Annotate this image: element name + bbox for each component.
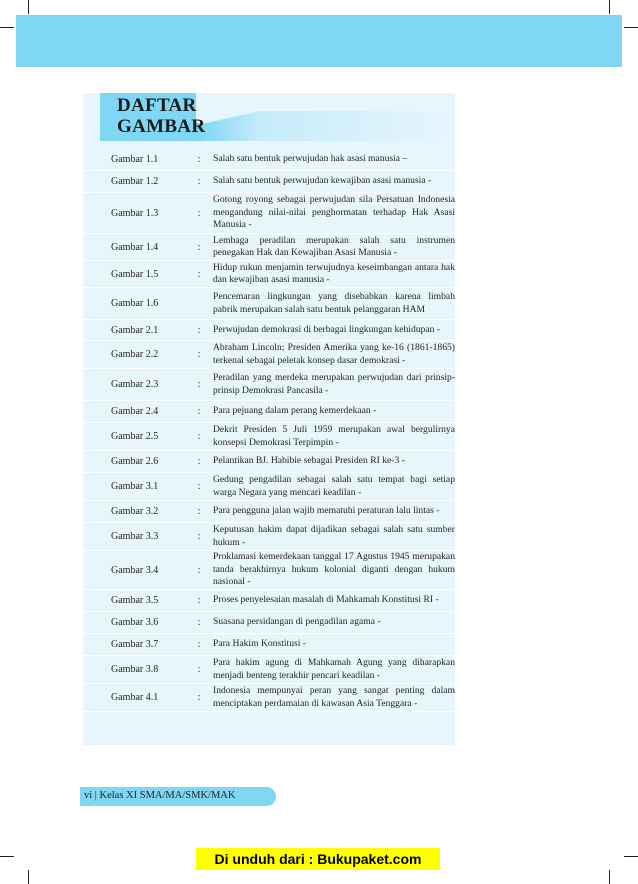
list-item: [83, 288, 455, 320]
separator-colon: :: [197, 379, 201, 390]
crop-mark: [609, 870, 610, 884]
separator-colon: :: [197, 456, 201, 467]
page-footer: vi | Kelas XI SMA/MA/SMK/MAK: [84, 790, 236, 801]
figure-caption: Para Hakim Konstitusi -: [213, 638, 306, 650]
list-item: [83, 684, 455, 712]
list-item: [83, 193, 455, 234]
page-title: [117, 95, 205, 137]
separator-colon: :: [197, 664, 201, 675]
separator-colon: :: [197, 531, 201, 542]
figure-caption: Para pengguna jalan wajib mematuhi peraturan lalu lintas -: [213, 505, 440, 517]
figure-caption: Gedung pengadilan sebagai salah satu tempat bagi setiap warga Negara yang mencari keadilan -: [213, 474, 455, 498]
figure-caption: Salah satu bentuk perwujudan hak asasi manusia –: [213, 153, 408, 165]
list-item: [83, 451, 455, 473]
figure-number: Gambar 2.6: [111, 456, 159, 467]
figure-caption: Peradilan yang merdeka merupakan perwujudan dari prinsip-prinsip Demokrasi Pancasila -: [213, 372, 455, 396]
figure-caption: Gotong royong sebagai perwujudan sila Persatuan Indonesia mengandung nilai-nilai penghormatan terhadap Hak Asasi Manusia -: [213, 194, 455, 231]
figure-caption: Abraham Lincoln; Presiden Amerika yang ke-16 (1861-1865) terkenal sebagai peletak konsep dasar demokrasi -: [213, 342, 455, 366]
figure-number: Gambar 2.5: [111, 431, 159, 442]
figure-caption: Hidup rukun menjamin terwujudnya keseimbangan antara hak dan kewajiban asasi manusia -: [213, 261, 455, 285]
separator-colon: :: [197, 639, 201, 650]
figure-caption: Keputusan hakim dapat dijadikan sebagai salah satu sumber hukum -: [213, 524, 455, 548]
separator-colon: :: [197, 564, 201, 576]
list-item: [83, 320, 455, 341]
page-title-line-1: DAFTAR: [117, 95, 197, 116]
figure-caption: Dekrit Presiden 5 Juli 1959 merupakan awal bergulirnya konsepsi Demokrasi Terpimpin -: [213, 424, 455, 448]
separator-colon: :: [197, 268, 201, 280]
separator-colon: :: [197, 431, 201, 442]
figure-caption: Perwujudan demokrasi di berbagai lingkungan kehidupan -: [213, 323, 440, 335]
list-item: [83, 634, 455, 656]
figure-caption: Lembaga peradilan merupakan salah satu instrumen penegakan Hak dan Kewajiban Asasi Manusia -: [213, 234, 455, 258]
page-title-line-2: GAMBAR: [117, 116, 206, 137]
separator-colon: :: [197, 241, 201, 253]
separator-colon: :: [197, 154, 201, 165]
figure-number: Gambar 1.1: [111, 154, 159, 165]
header-band: [16, 15, 622, 67]
figure-caption: Para hakim agung di Mahkamah Agung yang diharapkan menjadi benteng terakhir pencari keadilan -: [213, 657, 455, 681]
list-item: [83, 501, 455, 523]
separator-colon: :: [197, 349, 201, 360]
figure-number: Gambar 2.3: [111, 379, 159, 390]
separator-colon: :: [197, 595, 201, 606]
crop-mark: [28, 0, 29, 14]
figure-number: Gambar 1.6: [111, 298, 159, 309]
figure-caption: Indonesia mempunyai peran yang sangat penting dalam menciptakan perdamaian di kawasan Asia Tenggara -: [213, 685, 455, 709]
separator-colon: :: [197, 324, 201, 336]
figure-list: [83, 149, 455, 712]
separator-colon: :: [197, 176, 201, 187]
separator-colon: :: [197, 692, 201, 703]
figure-number: Gambar 2.1: [111, 324, 159, 336]
crop-mark: [624, 856, 638, 857]
figure-caption: Para pejuang dalam perang kemerdekaan -: [213, 405, 377, 417]
figure-number: Gambar 1.4: [111, 241, 159, 253]
list-item: [83, 523, 455, 551]
list-item: [83, 590, 455, 612]
crop-mark: [624, 27, 638, 28]
figure-number: Gambar 2.4: [111, 406, 159, 417]
figure-number: Gambar 3.5: [111, 595, 159, 606]
figure-caption: Pencemaran lingkungan yang disebabkan karena limbah pabrik merupakan salah satu bentuk pelanggaran HAM: [213, 291, 455, 315]
figure-number: Gambar 2.2: [111, 349, 159, 360]
list-item: [83, 149, 455, 171]
figure-number: Gambar 3.3: [111, 531, 159, 542]
figure-number: Gambar 3.2: [111, 506, 159, 517]
separator-colon: :: [197, 406, 201, 417]
list-item: [83, 656, 455, 684]
list-item: [83, 401, 455, 423]
crop-mark: [0, 856, 14, 857]
figure-number: Gambar 3.7: [111, 639, 159, 650]
list-item: [83, 234, 455, 261]
figure-number: Gambar 3.6: [111, 617, 159, 628]
figure-number: Gambar 3.8: [111, 664, 159, 675]
crop-mark: [0, 27, 14, 28]
separator-colon: :: [197, 506, 201, 517]
list-item: [83, 473, 455, 501]
source-banner-text[interactable]: Di unduh dari : Bukupaket.com: [214, 851, 422, 867]
figure-number: Gambar 3.4: [111, 564, 159, 576]
figure-number: Gambar 1.2: [111, 176, 159, 187]
figure-number: Gambar 4.1: [111, 692, 159, 703]
separator-colon: :: [197, 481, 201, 492]
figure-number: Gambar 1.3: [111, 207, 159, 219]
crop-mark: [28, 870, 29, 884]
figure-number: Gambar 3.1: [111, 481, 159, 492]
list-item: [83, 261, 455, 288]
figure-caption: Pelantikan BJ. Habibie sebagai Presiden RI ke-3 -: [213, 455, 405, 467]
list-item: [83, 369, 455, 401]
list-item: [83, 612, 455, 634]
figure-caption: Salah satu bentuk perwujudan kewajiban asasi manusia -: [213, 175, 432, 187]
separator-colon: :: [197, 617, 201, 628]
list-item: [83, 551, 455, 590]
figure-number: Gambar 1.5: [111, 268, 159, 280]
figure-caption: Suasana persidangan di pengadilan agama -: [213, 616, 381, 628]
figure-caption: Proses penyelesaian masalah di Mahkamah Konstitusi RI -: [213, 594, 439, 606]
list-item: [83, 423, 455, 451]
separator-colon: :: [197, 207, 201, 219]
crop-mark: [609, 0, 610, 14]
list-item: [83, 171, 455, 193]
figure-caption: Proklamasi kemerdekaan tanggal 17 Agustus 1945 merupakan tanda berakhirnya hukum kolonial diganti dengan hukum nasional -: [213, 551, 455, 588]
list-item: [83, 341, 455, 369]
